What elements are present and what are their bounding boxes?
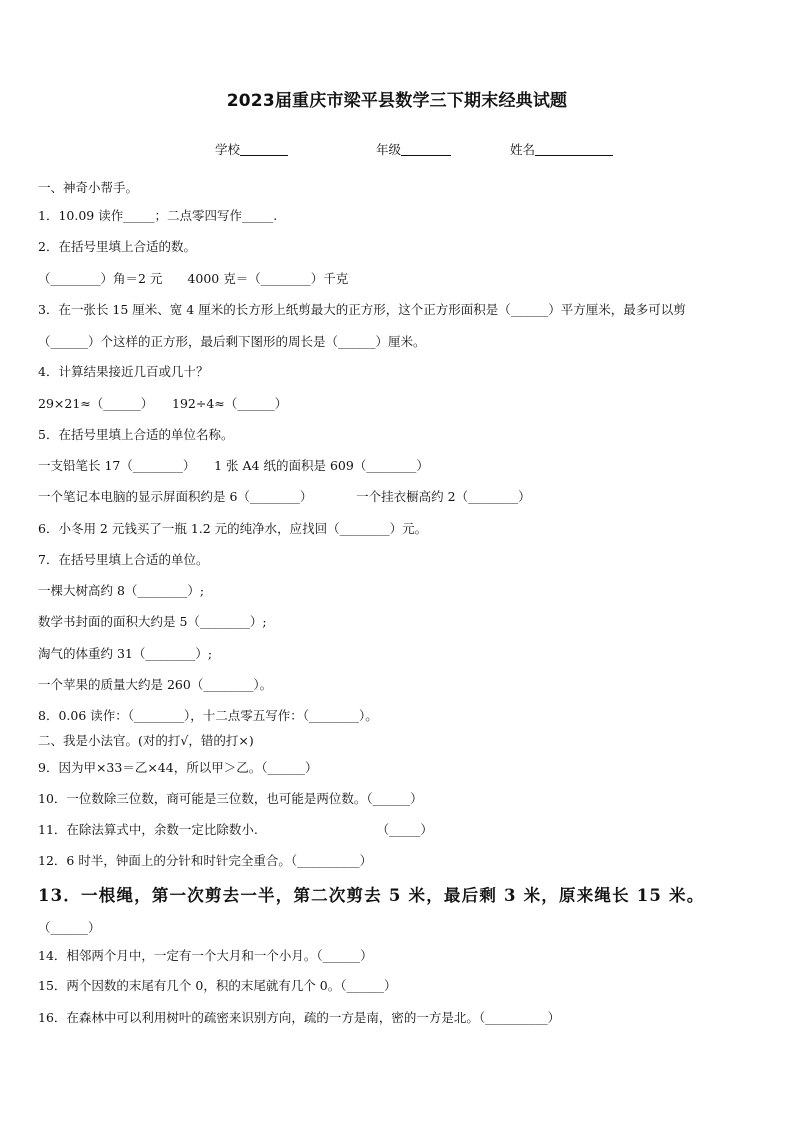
question-4: 4．计算结果接近几百或几十？ xyxy=(38,364,209,379)
question-2: 2．在括号里填上合适的数。 xyxy=(38,239,196,254)
question-5: 5．在括号里填上合适的单位名称。 xyxy=(38,427,234,442)
question-15: 15．两个因数的末尾有几个 0，积的末尾就有几个 0。（______） xyxy=(38,978,397,993)
question-11: 11．在除法算式中，余数一定比除数小. （_____） xyxy=(38,822,433,837)
school-field xyxy=(215,140,288,158)
section-1-heading: 一、神奇小帮手。 xyxy=(38,180,139,195)
question-6: 6．小冬用 2 元钱买了一瓶 1.2 元的纯净水，应找回（________）元。 xyxy=(38,521,428,536)
question-7-line-2: 数学书封面的面积大约是 5（________）; xyxy=(38,614,267,629)
grade-blank[interactable] xyxy=(401,142,451,156)
question-5-line-1: 一支铅笔长 17（________） 1 张 A4 纸的面积是 609（________） xyxy=(38,458,429,473)
question-1: 1．10.09 读作_____；二点零四写作_____. xyxy=(38,208,278,223)
question-9: 9．因为甲×33＝乙×44，所以甲＞乙。（______） xyxy=(38,760,318,775)
grade-label: 年级 xyxy=(376,142,402,157)
question-12: 12．6 时半，钟面上的分针和时针完全重合。（__________） xyxy=(38,853,373,868)
question-13: 13．一根绳，第一次剪去一半，第二次剪去 5 米，最后剩 3 米，原来绳长 15 米。 xyxy=(38,886,705,905)
question-10: 10．一位数除三位数，商可能是三位数，也可能是两位数。（______） xyxy=(38,791,423,806)
question-5-line-2: 一个笔记本电脑的显示屏面积约是 6（________） 一个挂衣橱高约 2（________） xyxy=(38,489,531,504)
question-16: 16．在森林中可以利用树叶的疏密来识别方向，疏的一方是南，密的一方是北。（__________） xyxy=(38,1010,561,1025)
question-7: 7．在括号里填上合适的单位。 xyxy=(38,552,209,567)
school-blank[interactable] xyxy=(240,142,288,156)
name-blank[interactable] xyxy=(535,142,613,156)
question-8: 8．0.06 读作：（________），十二点零五写作：（________）。 xyxy=(38,708,378,723)
grade-field xyxy=(376,140,451,158)
question-7-line-1: 一棵大树高约 8（________）; xyxy=(38,583,205,598)
question-14: 14．相邻两个月中，一定有一个大月和一个小月。（______） xyxy=(38,948,373,963)
name-field xyxy=(510,140,613,158)
question-3-cont: （______）个这样的正方形，最后剩下图形的周长是（______）厘米。 xyxy=(38,334,426,349)
section-2-heading: 二、我是小法官。(对的打√，错的打×) xyxy=(38,733,254,748)
question-7-line-4: 一个苹果的质量大约是 260（________）。 xyxy=(38,677,273,692)
question-3: 3．在一张长 15 厘米、宽 4 厘米的长方形上纸剪最大的正方形，这个正方形面积是（______）平方厘米，最多可以剪 xyxy=(38,302,686,317)
page-title: 2023届重庆市梁平县数学三下期末经典试题 xyxy=(226,91,568,111)
school-label: 学校 xyxy=(215,142,241,157)
name-label: 姓名 xyxy=(510,142,536,157)
question-4-blanks: 29×21≈（______） 192÷4≈（______） xyxy=(38,396,288,411)
question-2-blanks: （________）角＝2 元 4000 克＝（________）千克 xyxy=(38,271,349,286)
question-13-blank: （______） xyxy=(38,920,101,935)
question-7-line-3: 淘气的体重约 31（________）; xyxy=(38,646,213,661)
